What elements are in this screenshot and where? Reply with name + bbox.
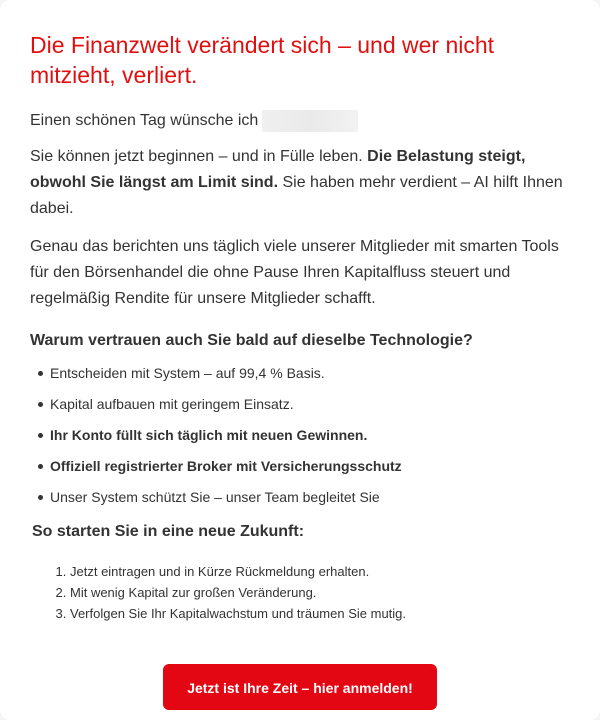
steps-list [30, 561, 570, 624]
benefits-list [30, 364, 570, 506]
steps-title: So starten Sie in eine neue Zukunft: [32, 523, 305, 540]
section-title: Warum vertrauen auch Sie bald auf dieselbe Technologie? [30, 332, 473, 349]
greeting-line [30, 108, 570, 134]
step-item: 1. Jetzt eintragen und in Kürze Rückmeldung erhalten. [70, 561, 570, 582]
list-item: Ihr Konto füllt sich täglich mit neuen Gewinnen. [30, 426, 570, 444]
list-item: Unser System schützt Sie – unser Team begleitet Sie [30, 488, 570, 506]
list-item: Offiziell registrierter Broker mit Versicherungsschutz [30, 457, 570, 475]
body-paragraph: Genau das berichten uns täglich viele unserer Mitglieder mit smarten Tools für den Börsenhandel die ohne Pause Ihren Kapitalfluss steuert und regelmäßig Rendite für unsere Mitglieder schafft. [30, 238, 559, 307]
email-headline: Die Finanzwelt verändert sich – und wer nicht mitzieht, verliert. [30, 32, 495, 88]
step-item: 3. Verfolgen Sie Ihr Kapitalwachstum und träumen Sie mutig. [70, 603, 570, 624]
intro-text-1: Sie können jetzt beginnen – und in Fülle leben. [30, 148, 368, 165]
intro-paragraph [30, 144, 570, 222]
signup-cta-button[interactable]: Jetzt ist Ihre Zeit – hier anmelden! [163, 664, 437, 710]
intro-text-2: Sie haben mehr verdient – AI hilft Ihnen dabei. [30, 174, 563, 217]
cta-container [30, 664, 570, 710]
list-item: Kapital aufbauen mit geringem Einsatz. [30, 395, 570, 413]
redacted-recipient-name [262, 110, 358, 132]
step-item: 2. Mit wenig Kapital zur großen Veränderung. [70, 582, 570, 603]
intro-bold-text: Die Belastung steigt, obwohl Sie längst am Limit sind. [30, 148, 526, 191]
greeting-text: Einen schönen Tag wünsche ich [30, 112, 259, 129]
list-item: Entscheiden mit System – auf 99,4 % Basis. [30, 364, 570, 382]
